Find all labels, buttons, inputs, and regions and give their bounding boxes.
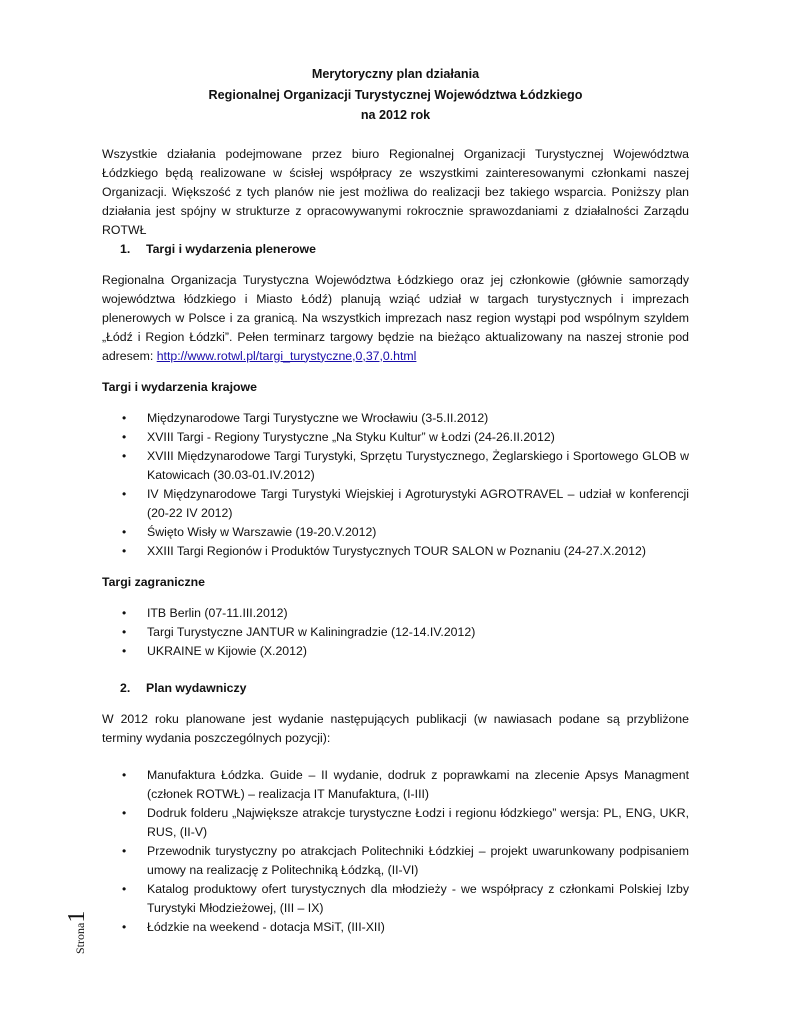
bullet-icon: • bbox=[122, 524, 127, 539]
list-item: • Dodruk folderu „Największe atrakcje turystyczne Łodzi i regionu łódzkiego” wersja: PL, ENG, UKR, RUS, (II-V) bbox=[122, 805, 689, 839]
list-item: • XVIII Targi - Regiony Turystyczne „Na Styku Kultur” w Łodzi (24-26.II.2012) bbox=[102, 428, 689, 447]
section-2-number: 2. bbox=[120, 680, 131, 695]
bullet-icon: • bbox=[122, 643, 127, 658]
section-1-heading bbox=[102, 240, 689, 259]
document-title-line-2: Regionalnej Organizacji Turystycznej Województwa Łódzkiego bbox=[208, 87, 583, 102]
domestic-list bbox=[102, 409, 689, 561]
bullet-icon: • bbox=[122, 919, 127, 934]
section-2-title: Plan wydawniczy bbox=[146, 680, 247, 695]
page-number-label bbox=[64, 911, 91, 954]
list-item: • UKRAINE w Kijowie (X.2012) bbox=[102, 642, 689, 661]
section-2-paragraph: W 2012 roku planowane jest wydanie następujących publikacji (w nawiasach podane są przybliżone terminy wydania poszczególnych pozycji): bbox=[102, 711, 689, 745]
page-word: Strona bbox=[73, 922, 87, 954]
intro-paragraph: Wszystkie działania podejmowane przez biuro Regionalnej Organizacji Turystycznej Województwa Łódzkiego będą realizowane w ścisłej współpracy ze wszystkimi zainteresowanymi członkami naszej Organizacji. Większość z tych planów nie jest możliwa do realizacji bez takiego wsparcia. Poniższy plan działania jest spójny w strukturze z opracowywanymi rokrocznie sprawozdaniami z działalności Zarządu ROTWŁ bbox=[102, 146, 689, 237]
bullet-icon: • bbox=[122, 843, 127, 858]
list-item: • Święto Wisły w Warszawie (19-20.V.2012) bbox=[102, 523, 689, 542]
list-item: • Łódzkie na weekend - dotacja MSiT, (III-XII) bbox=[102, 918, 689, 937]
list-item: • Targi Turystyczne JANTUR w Kaliningradzie (12-14.IV.2012) bbox=[102, 623, 689, 642]
document-title-line-3: na 2012 rok bbox=[360, 108, 431, 122]
page-footer bbox=[60, 898, 88, 958]
targi-link[interactable]: http://www.rotwl.pl/targi_turystyczne,0,37,0.html bbox=[156, 348, 417, 363]
bullet-icon: • bbox=[122, 605, 127, 620]
list-item: • Międzynarodowe Targi Turystyczne we Wrocławiu (3-5.II.2012) bbox=[102, 409, 689, 428]
document-content bbox=[102, 64, 689, 937]
publications-list bbox=[102, 766, 689, 937]
list-item: • ITB Berlin (07-11.III.2012) bbox=[102, 604, 689, 623]
list-item: • XVIII Międzynarodowe Targi Turystyki, Sprzętu Turystycznego, Żeglarskiego i Sportowego GLOB w Katowicach (30.03-01.IV.2012) bbox=[122, 448, 689, 482]
section-1-paragraph bbox=[102, 271, 689, 366]
list-item: • Katalog produktowy ofert turystycznych dla młodzieży - we współpracy z członkami Polskiej Izby Turystyki Młodzieżowej, (III – IX) bbox=[122, 881, 689, 915]
bullet-icon: • bbox=[122, 624, 127, 639]
page-number: 1 bbox=[64, 910, 90, 923]
bullet-icon: • bbox=[122, 410, 127, 425]
bullet-icon: • bbox=[122, 486, 127, 501]
document-title-line-1: Merytoryczny plan działania bbox=[311, 67, 480, 81]
list-item: • Manufaktura Łódzka. Guide – II wydanie, dodruk z poprawkami na zlecenie Apsys Managment (członek ROTWŁ) – realizacja IT Manufaktura, (I-III) bbox=[122, 767, 689, 801]
section-1-number: 1. bbox=[120, 241, 131, 256]
bullet-icon: • bbox=[122, 767, 127, 782]
list-item: • Przewodnik turystyczny po atrakcjach Politechniki Łódzkiej – projekt uwarunkowany podpisaniem umowy na realizację z Politechniką Łódzką, (II-VI) bbox=[122, 843, 689, 877]
section-1-paragraph-text: Regionalna Organizacja Turystyczna Województwa Łódzkiego oraz jej członkowie (głównie samorządy województwa łódzkiego i Miasto Łódź) planują wziąć udział w targach turystycznych i imprezach plenerowych w Polsce i za granicą. Na wszystkich imprezach nasz region wystąpi pod wspólnym szyldem „Łódź i Region Łódzki”. Pełen terminarz targowy będzie na bieżąco aktualizowany na naszej stronie pod adresem: bbox=[102, 272, 689, 363]
bullet-icon: • bbox=[122, 448, 127, 463]
section-2-heading bbox=[102, 679, 689, 698]
bullet-icon: • bbox=[122, 881, 127, 896]
section-1-title: Targi i wydarzenia plenerowe bbox=[146, 241, 316, 256]
list-item: • IV Międzynarodowe Targi Turystyki Wiejskiej i Agroturystyki AGROTRAVEL – udział w konferencji (20-22 IV 2012) bbox=[122, 486, 689, 520]
list-item: • XXIII Targi Regionów i Produktów Turystycznych TOUR SALON w Poznaniu (24-27.X.2012) bbox=[102, 542, 689, 561]
domestic-heading: Targi i wydarzenia krajowe bbox=[102, 379, 257, 394]
foreign-heading: Targi zagraniczne bbox=[102, 574, 205, 589]
bullet-icon: • bbox=[122, 429, 127, 444]
bullet-icon: • bbox=[122, 805, 127, 820]
foreign-list bbox=[102, 604, 689, 661]
bullet-icon: • bbox=[122, 543, 127, 558]
